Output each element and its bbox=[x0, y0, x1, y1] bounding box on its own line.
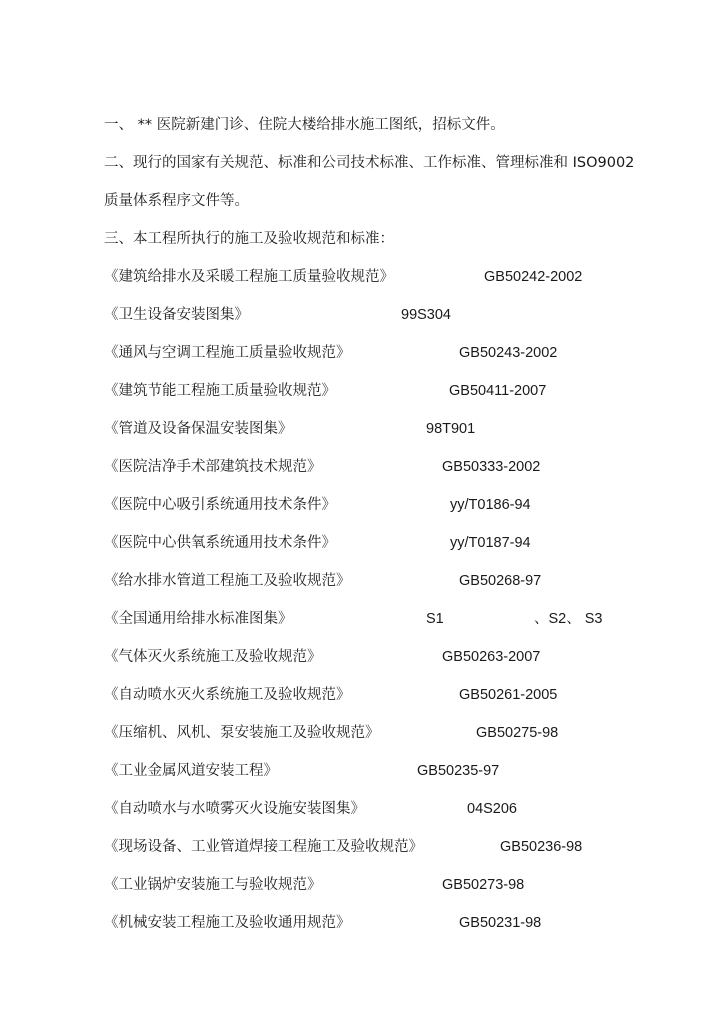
standard-title: 《医院洁净手术部建筑技术规范》 bbox=[104, 459, 322, 475]
standard-code: GB50235-97 bbox=[417, 763, 500, 779]
standard-title: 《管道及设备保温安装图集》 bbox=[104, 421, 293, 437]
standard-title: 《建筑给排水及采暖工程施工质量验收规范》 bbox=[104, 269, 394, 285]
standard-code: 98T901 bbox=[426, 421, 476, 437]
standard-title: 《建筑节能工程施工质量验收规范》 bbox=[104, 383, 336, 399]
standard-code: 04S206 bbox=[467, 801, 517, 817]
standard-code: GB50243-2002 bbox=[459, 345, 558, 361]
standard-code: GB50261-2005 bbox=[459, 687, 558, 703]
standard-code: GB50263-2007 bbox=[442, 649, 541, 665]
standard-title: 《医院中心吸引系统通用技术条件》 bbox=[104, 497, 336, 513]
standard-title: 《压缩机、风机、泵安装施工及验收规范》 bbox=[104, 725, 380, 741]
standard-code: yy/T0186-94 bbox=[450, 497, 531, 513]
standard-title: 《医院中心供氧系统通用技术条件》 bbox=[104, 535, 336, 551]
standard-title: 《全国通用给排水标准图集》 bbox=[104, 611, 293, 627]
standard-code-extra: 、S2、 S3 bbox=[534, 611, 603, 627]
standard-code: GB50273-98 bbox=[442, 877, 525, 893]
standard-code: GB50242-2002 bbox=[484, 269, 583, 285]
standard-title: 《工业金属风道安装工程》 bbox=[104, 763, 278, 779]
standard-code: GB50333-2002 bbox=[442, 459, 541, 475]
standard-title: 《现场设备、工业管道焊接工程施工及验收规范》 bbox=[104, 839, 423, 855]
standard-title: 《自动喷水与水喷雾灭火设施安装图集》 bbox=[104, 801, 365, 817]
item-3: 三、本工程所执行的施工及验收规范和标准： bbox=[104, 231, 394, 247]
standard-code: 99S304 bbox=[401, 307, 451, 323]
item-2-continued: 质量体系程序文件等。 bbox=[104, 193, 249, 209]
standard-title: 《自动喷水灭火系统施工及验收规范》 bbox=[104, 687, 351, 703]
standard-code: GB50268-97 bbox=[459, 573, 542, 589]
standard-title: 《卫生设备安装图集》 bbox=[104, 307, 249, 323]
standard-code: GB50275-98 bbox=[476, 725, 559, 741]
standard-title: 《工业锅炉安装施工与验收规范》 bbox=[104, 877, 322, 893]
item-1: 一、 ** 医院新建门诊、住院大楼给排水施工图纸，招标文件。 bbox=[104, 117, 505, 133]
standard-code: GB50231-98 bbox=[459, 915, 542, 931]
standard-code: GB50411-2007 bbox=[449, 383, 547, 399]
standard-code: S1 bbox=[426, 611, 444, 627]
standard-code: yy/T0187-94 bbox=[450, 535, 531, 551]
standard-title: 《给水排水管道工程施工及验收规范》 bbox=[104, 573, 351, 589]
standard-title: 《机械安装工程施工及验收通用规范》 bbox=[104, 915, 351, 931]
standard-title: 《通风与空调工程施工质量验收规范》 bbox=[104, 345, 351, 361]
standard-code: GB50236-98 bbox=[500, 839, 583, 855]
item-2: 二、现行的国家有关规范、标准和公司技术标准、工作标准、管理标准和 ISO9002 bbox=[104, 155, 635, 171]
standard-title: 《气体灭火系统施工及验收规范》 bbox=[104, 649, 322, 665]
